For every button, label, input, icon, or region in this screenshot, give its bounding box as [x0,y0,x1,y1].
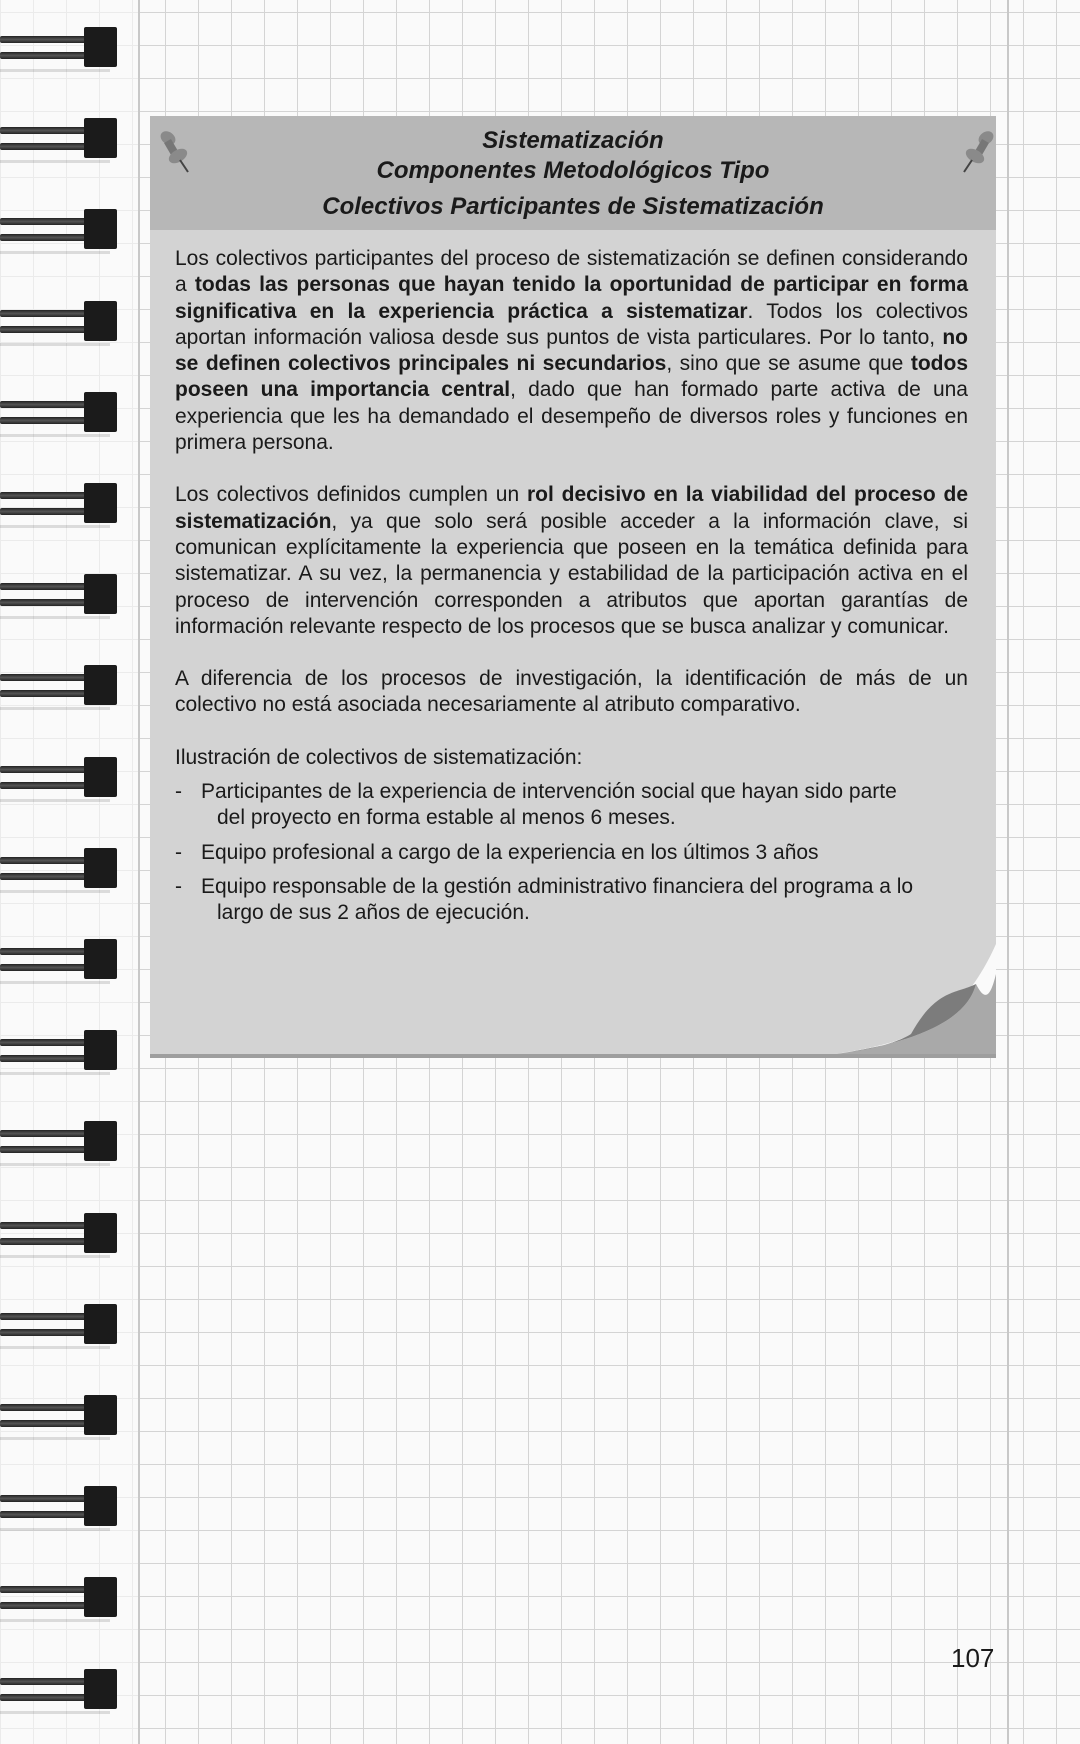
text: , dado que han formado parte activa de una experiencia que les ha demandado el desempeño de diversos roles y funciones en primera persona. [175,378,968,455]
bold-text: todos poseen una importancia central [175,352,968,402]
binding-ring [0,757,117,797]
list-intro: Ilustración de colectivos de sistematización: [175,745,583,769]
title-line-2: Componentes Metodológicos Tipo [376,157,770,184]
binding-ring [0,27,117,67]
paragraph-3: A diferencia de los procesos de investigación, la identificación de más de un colectivo no está asociada necesariamente al atributo comparativo. [175,667,968,717]
bold-text: no se definen colectivos principales ni secundarios [175,325,968,376]
list-text: Participantes de la experiencia de intervención social que hayan sido parte [201,780,897,804]
list-text: del proyecto en forma estable al menos 6 meses. [217,806,676,830]
note-card [150,116,996,1054]
binding-ring [0,1486,117,1526]
binding-ring [0,1395,117,1435]
bold-text: rol decisivo en la viabilidad del proceso de sistematización [175,483,969,533]
title-line-1: Sistematización [482,127,664,154]
bullet: - [175,874,182,898]
pushpin-icon [960,128,996,174]
page-number: 107 [951,1643,995,1673]
binding-ring [0,483,117,523]
text: , sino que se asume que [666,352,911,376]
text: . Todos los colectivos aportan información valiosa desde sus puntos de vista particulares. Por lo tanto, [175,299,968,349]
binding-ring [0,1121,117,1161]
text: , ya que solo será posible acceder a la información clave, si comunican explícitamente la experiencia que poseen en la temática definida para sistematizar. A su vez, la permanencia y estabilidad de la participación activa en el proceso de intervención corresponden a atributos que aportan garantías de información relevante respecto de los procesos que se busca analizar y comunicar. [175,509,968,638]
page-curl [836,944,996,1054]
bullet: - [175,780,182,804]
list-item [175,840,968,866]
text: Los colectivos definidos cumplen un [175,483,527,507]
title-line-3: Colectivos Participantes de Sistematización [322,193,824,220]
list-item [175,874,968,927]
bold-text: todas las personas que hayan tenido la oportunidad de participar en forma significativa en la experiencia práctica a sistematizar [175,273,969,323]
text: Los colectivos participantes del proceso de sistematización se definen considerando a [175,247,968,297]
binding-ring [0,301,117,341]
binding-ring [0,1213,117,1253]
margin-line [1007,0,1009,1744]
binding-ring [0,1669,117,1709]
binding-ring [0,1304,117,1344]
binding-ring [0,665,117,705]
binding-ring [0,392,117,432]
list-item [175,779,968,832]
binding-ring [0,848,117,888]
binding-ring [0,118,117,158]
binding-ring [0,574,117,614]
binding-ring [0,1030,117,1070]
margin-line [138,0,140,1744]
paragraph-1 [175,246,968,456]
card-body [175,246,968,935]
list-text: largo de sus 2 años de ejecución. [217,901,530,925]
binding-ring [0,939,117,979]
pushpin-icon [156,128,192,174]
binding-ring [0,1577,117,1617]
binding-ring [0,209,117,249]
card-header [150,116,996,230]
paragraph-2 [175,482,968,640]
bullet: - [175,840,182,864]
list-text: Equipo profesional a cargo de la experiencia en los últimos 3 años [201,840,819,864]
list-text: Equipo responsable de la gestión administrativo financiera del programa a lo [201,874,914,898]
